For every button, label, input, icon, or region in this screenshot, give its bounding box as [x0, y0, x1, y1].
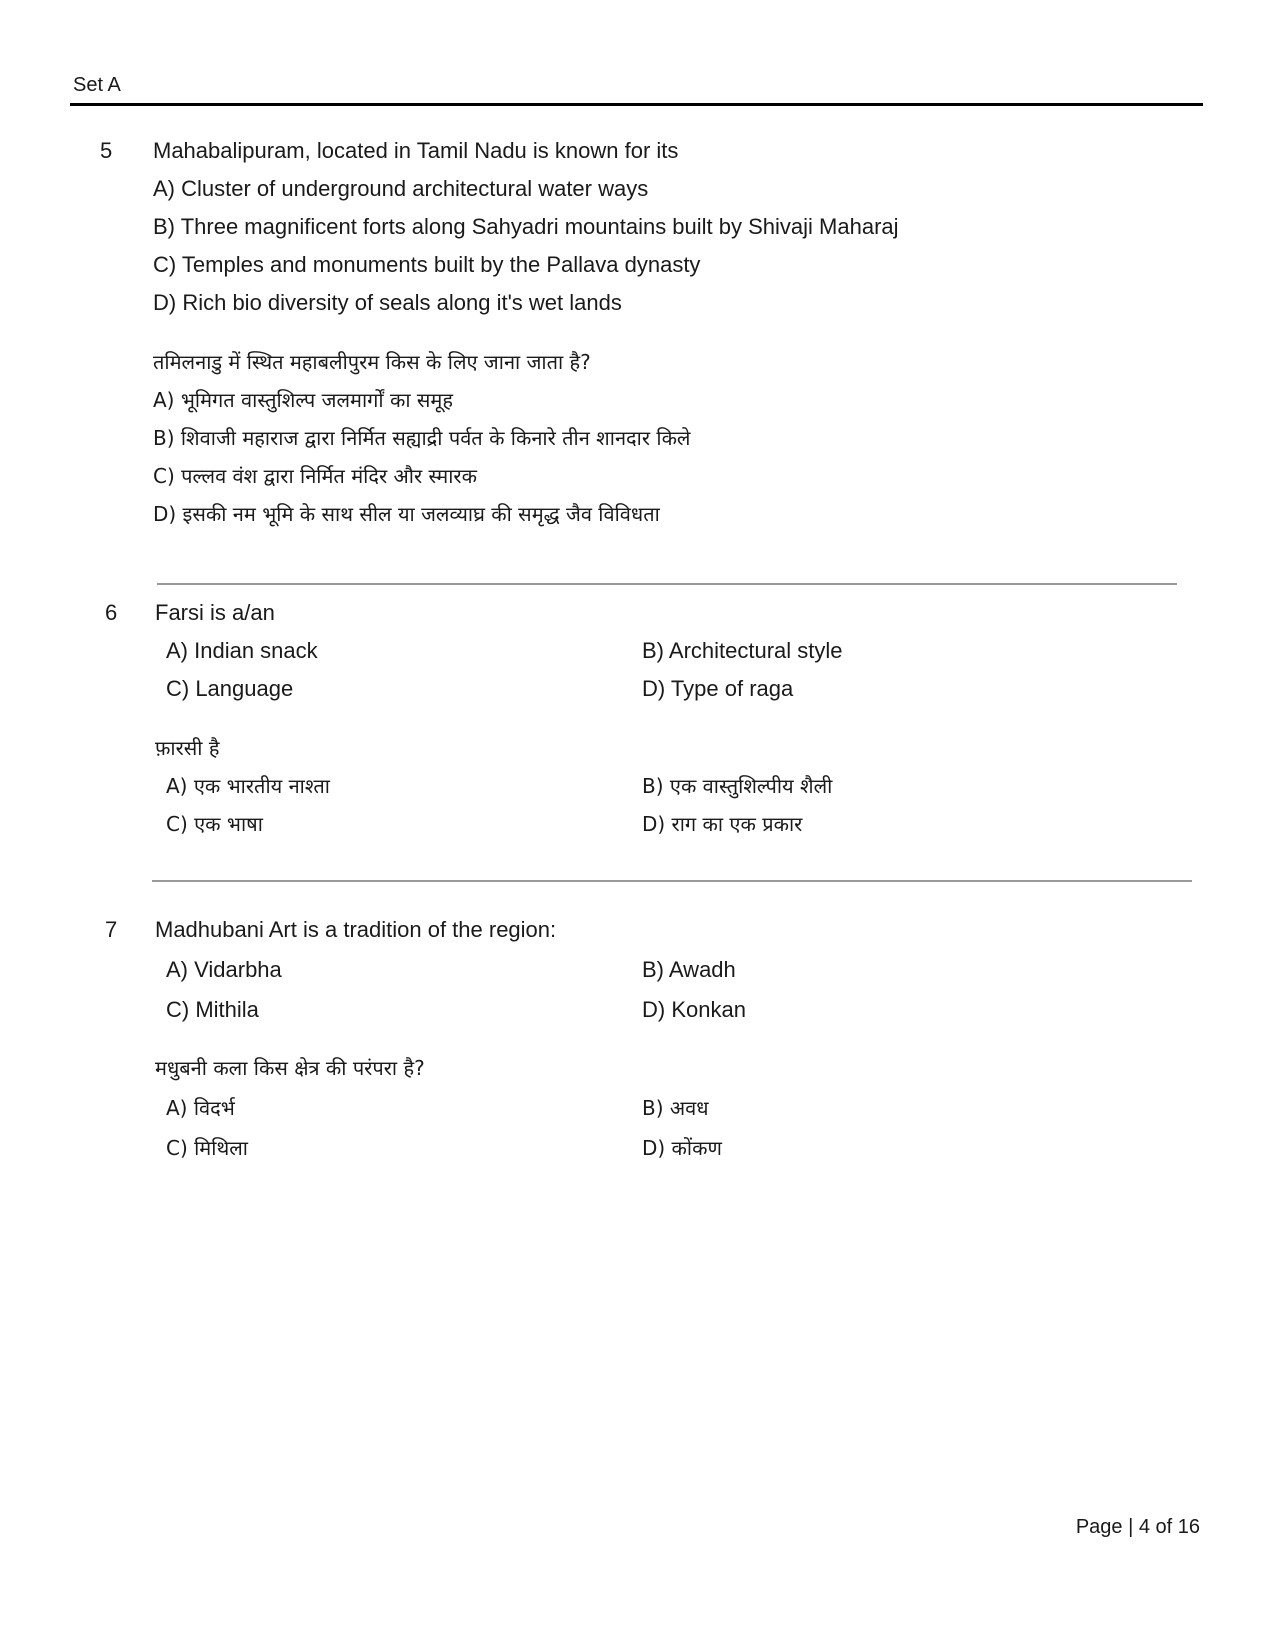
- option-d-hi: D) राग का एक प्रकार: [642, 812, 803, 836]
- option-c-en: C) Language: [166, 676, 294, 701]
- question-divider: [152, 880, 1192, 882]
- option-b-en: B) Awadh: [642, 957, 736, 982]
- option-b-hi: B) एक वास्तुशिल्पीय शैली: [642, 774, 833, 798]
- question-number: 5: [100, 138, 113, 163]
- option-d-en: D) Rich bio diversity of seals along it's wet lands: [153, 290, 622, 315]
- option-b-en: B) Three magnificent forts along Sahyadri mountains built by Shivaji Maharaj: [153, 214, 899, 239]
- option-d-hi: D) कोंकण: [642, 1136, 722, 1160]
- option-d-en: D) Type of raga: [642, 676, 794, 701]
- option-c-en: C) Temples and monuments built by the Pallava dynasty: [153, 252, 701, 277]
- option-a-hi: A) भूमिगत वास्तुशिल्प जलमार्गों का समूह: [153, 388, 453, 412]
- question-text-hi: तमिलनाडु में स्थित महाबलीपुरम किस के लिए जाना जाता है?: [153, 350, 591, 374]
- option-a-en: A) Indian snack: [166, 638, 318, 663]
- header-rule: [70, 103, 1203, 106]
- option-c-hi: C) पल्लव वंश द्वारा निर्मित मंदिर और स्मारक: [153, 464, 477, 488]
- option-b-hi: B) अवध: [642, 1096, 709, 1120]
- option-c-hi: C) एक भाषा: [166, 812, 263, 836]
- question-text-hi: मधुबनी कला किस क्षेत्र की परंपरा है?: [155, 1056, 425, 1080]
- question-number: 6: [105, 600, 118, 625]
- option-b-en: B) Architectural style: [642, 638, 843, 663]
- option-d-en: D) Konkan: [642, 997, 746, 1022]
- set-label: Set A: [73, 74, 121, 96]
- question-text-en: Mahabalipuram, located in Tamil Nadu is known for its: [153, 138, 679, 163]
- option-c-en: C) Mithila: [166, 997, 259, 1022]
- question-number: 7: [105, 917, 118, 942]
- question-divider: [157, 583, 1177, 585]
- question-text-en: Madhubani Art is a tradition of the region:: [155, 917, 557, 942]
- option-b-hi: B) शिवाजी महाराज द्वारा निर्मित सह्याद्री पर्वत के किनारे तीन शानदार किले: [153, 426, 691, 450]
- question-text-en: Farsi is a/an: [155, 600, 275, 625]
- option-c-hi: C) मिथिला: [166, 1136, 248, 1160]
- option-d-hi: D) इसकी नम भूमि के साथ सील या जलव्याघ्र की समृद्ध जैव विविधता: [153, 502, 660, 526]
- option-a-en: A) Vidarbha: [166, 957, 282, 982]
- question-text-hi: फ़ारसी है: [155, 736, 220, 760]
- page-number: Page | 4 of 16: [1075, 1516, 1200, 1538]
- option-a-hi: A) विदर्भ: [166, 1096, 235, 1120]
- option-a-hi: A) एक भारतीय नाश्ता: [166, 774, 330, 798]
- option-a-en: A) Cluster of underground architectural water ways: [153, 176, 649, 201]
